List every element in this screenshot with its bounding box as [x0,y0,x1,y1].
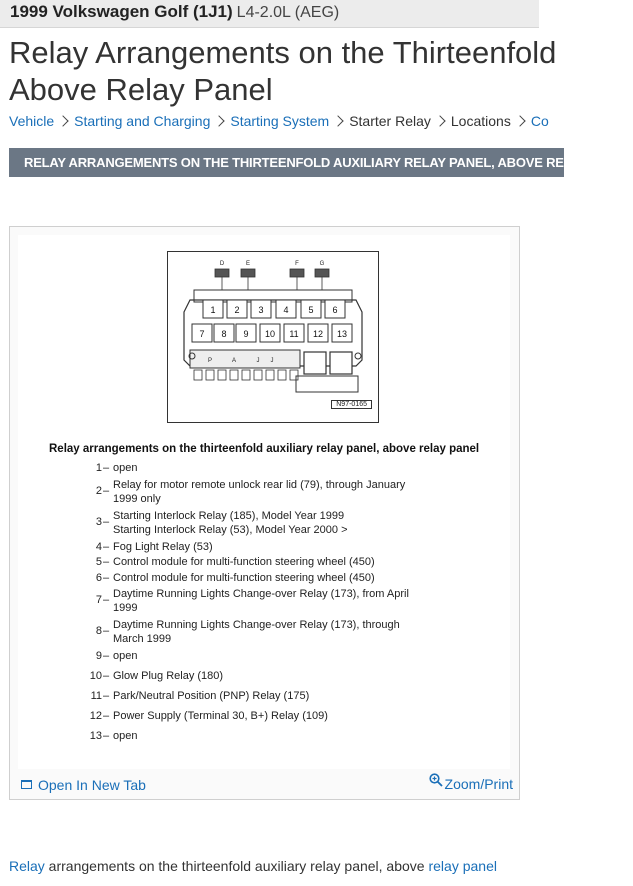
chevron-right-icon [57,115,68,126]
legend-dash: – [103,556,110,568]
legend-text-line: open [113,650,138,662]
breadcrumb-item[interactable]: Starting System [230,113,330,129]
diagram-panel [18,235,510,769]
legend-text-line: open [113,462,138,474]
legend-dash: – [103,650,110,662]
connector-letter: G [319,261,325,267]
legend-number: 8 [95,625,102,637]
connector-plug [241,269,255,277]
lower-relay-label: P [207,358,213,364]
vehicle-header [0,0,539,28]
breadcrumb-item[interactable]: Starting and Charging [74,113,211,129]
legend-text [113,729,443,743]
legend-dash: – [103,594,110,606]
page-title-line1: Relay Arrangements on the Thirteenfold [9,35,557,70]
legend-number: 6 [95,572,102,584]
legend-text-line: Control module for multi-function steering wheel (450) [113,556,375,568]
relay-slot-number: 4 [283,305,289,315]
caption-link-relay[interactable]: Relay [9,858,45,874]
fuse-cell [242,370,250,380]
card-footer [10,771,519,799]
chevron-right-icon [214,115,225,126]
relay-slot-number: 10 [264,329,276,339]
breadcrumb-item[interactable]: Co [530,113,549,129]
lower-relay-label: A [231,358,237,364]
connector-plug [290,269,304,277]
relay-slot-number: 3 [258,305,264,315]
connector-plug [215,269,229,277]
legend-dash: – [103,541,110,553]
mounting-screw [355,353,361,359]
open-in-new-tab-link[interactable] [21,777,146,793]
fuse-cell [266,370,274,380]
legend-text-line: Power Supply (Terminal 30, B+) Relay (109) [113,710,328,722]
connector-letter: D [219,261,225,267]
relay-panel-diagram[interactable] [167,251,379,423]
fuse-cell [290,370,298,380]
legend-text [113,540,443,554]
fuse-cell [278,370,286,380]
breadcrumb-item: Locations [450,113,511,129]
legend-text [113,709,443,723]
legend-text [113,618,443,646]
section-banner: RELAY ARRANGEMENTS ON THE THIRTEENFOLD AUXILIARY RELAY PANEL, ABOVE RELAY PANEL [9,148,564,177]
chevron-right-icon [434,115,445,126]
legend-dash: – [103,462,110,474]
relay-panel-drawing [168,252,378,422]
legend-number: 10 [89,670,102,682]
caption-text: arrangements on the thirteenfold auxiliary relay panel, above [44,858,429,874]
lower-relay-block [190,350,300,368]
legend-number: 12 [89,710,102,722]
fuse-cell [230,370,238,380]
connector-letter: F [295,261,299,267]
large-relay [304,352,326,374]
relay-slot-number: 2 [234,305,240,315]
relay-slot-number: 5 [308,305,314,315]
legend-number: 1 [95,462,102,474]
legend-text-line: March 1999 [113,633,172,645]
large-relay [330,352,352,374]
relay-slot-number: 9 [243,329,249,339]
relay-slot-number: 12 [312,329,324,339]
vehicle-engine: L4-2.0L (AEG) [236,4,340,21]
fuse-cell [254,370,262,380]
legend-text-line: Starting Interlock Relay (185), Model Year 1999 [113,510,345,522]
legend-text-line: open [113,730,138,742]
legend-dash: – [103,625,110,637]
legend-text [113,555,443,569]
legend-text [113,509,443,537]
legend-number: 9 [95,650,102,662]
legend-number: 13 [89,730,102,742]
diagram-reference: N97-0165 [331,400,372,409]
breadcrumb-item[interactable]: Vehicle [9,113,55,129]
legend-text [113,689,443,703]
lower-relay-label: J [256,358,260,364]
legend-text [113,478,443,506]
legend-text-line: Daytime Running Lights Change-over Relay (173), through [113,619,400,631]
diagram-card [9,226,520,800]
legend-number: 7 [95,594,102,606]
legend-text [113,571,443,585]
breadcrumb [9,113,569,129]
page-title [9,34,569,108]
legend-dash: – [103,670,110,682]
lower-relay-label: J [270,358,274,364]
relay-slot-number: 1 [210,305,216,315]
figure-caption [9,858,497,874]
chevron-right-icon [514,115,525,126]
legend-text-line: Park/Neutral Position (PNP) Relay (175) [113,690,310,702]
legend-title: Relay arrangements on the thirteenfold auxiliary relay panel, above relay panel [49,443,480,455]
relay-slot-number: 6 [332,305,338,315]
legend-number: 4 [95,541,102,553]
vehicle-name: 1999 Volkswagen Golf (1J1) [10,2,233,21]
relay-slot-number: 11 [289,329,299,339]
open-in-new-tab-label: Open In New Tab [38,777,146,793]
legend-dash: – [103,572,110,584]
legend-dash: – [103,516,110,528]
legend-dash: – [103,710,110,722]
legend-text-line: Glow Plug Relay (180) [113,670,224,682]
legend-text-line: Control module for multi-function steering wheel (450) [113,572,375,584]
fuse-cell [194,370,202,380]
zoom-icon [429,773,443,790]
breadcrumb-item: Starter Relay [349,113,431,129]
fuse-cell [218,370,226,380]
legend-text-line: Daytime Running Lights Change-over Relay (173), from April [113,588,409,600]
zoom-print-link[interactable] [429,773,513,792]
legend-number: 3 [95,516,102,528]
legend-number: 11 [90,690,102,702]
caption-link-relay-panel[interactable]: relay panel [428,858,497,874]
legend-dash: – [103,690,110,702]
legend-number: 2 [95,485,102,497]
relay-base [296,376,358,392]
legend-text-line: Fog Light Relay (53) [113,541,213,553]
legend-dash: – [103,485,110,497]
new-tab-icon [21,780,32,789]
legend-number: 5 [95,556,102,568]
legend-text-line: Relay for motor remote unlock rear lid (79), through January [113,479,406,491]
connector-plug [315,269,329,277]
legend-text [113,649,443,663]
relay-slot-number: 8 [221,329,227,339]
legend-dash: – [103,730,110,742]
legend-text [113,587,443,615]
legend-text [113,669,443,683]
connector-letter: E [245,261,251,267]
chevron-right-icon [333,115,344,126]
fuse-cell [206,370,214,380]
relay-slot-number: 7 [199,329,205,339]
relay-slot-number: 13 [336,329,348,339]
legend-text-line: 1999 only [113,493,161,505]
page-title-line2: Above Relay Panel [9,72,273,107]
legend-text-line: 1999 [113,602,138,614]
legend-text-line: Starting Interlock Relay (53), Model Year 2000 > [113,524,348,536]
zoom-print-label: Zoom/Print [444,776,513,792]
legend-text [113,461,443,475]
